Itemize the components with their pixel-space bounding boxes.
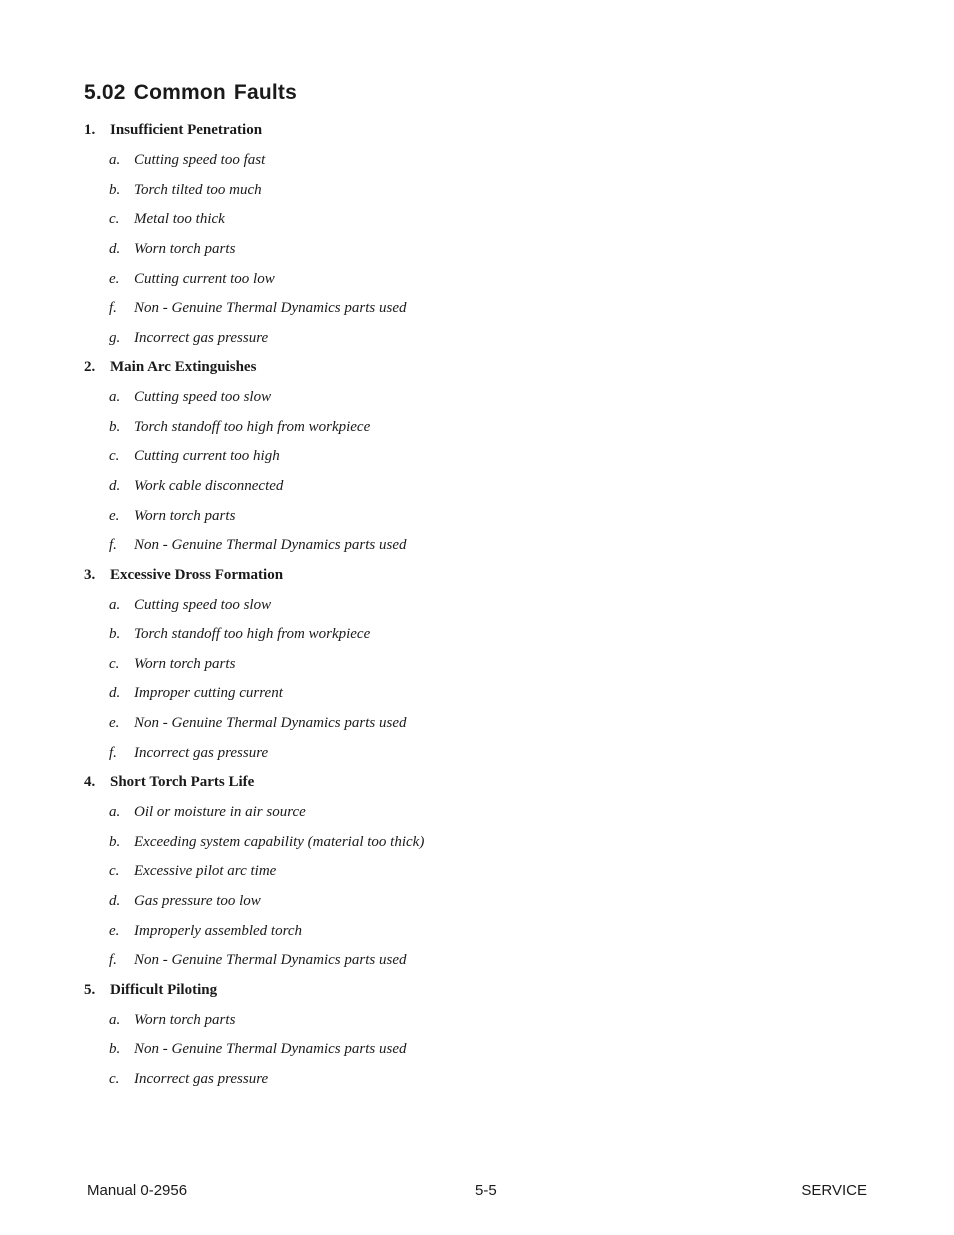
cause-text: Non - Genuine Thermal Dynamics parts used — [134, 1041, 407, 1058]
cause-letter: f. — [109, 300, 117, 317]
cause-item — [84, 916, 784, 946]
cause-item — [84, 798, 784, 828]
cause-letter: a. — [109, 151, 121, 168]
cause-item — [84, 442, 784, 472]
section-heading — [84, 353, 784, 383]
cause-item — [84, 175, 784, 205]
cause-letter: d. — [109, 685, 121, 702]
cause-text: Cutting speed too fast — [134, 151, 266, 168]
section-number: 4. — [84, 774, 96, 791]
cause-letter: a. — [109, 1011, 121, 1028]
cause-item — [84, 146, 784, 176]
footer-page-number: 5-5 — [475, 1182, 497, 1199]
cause-text: Cutting current too low — [134, 270, 275, 287]
cause-item — [84, 1035, 784, 1065]
cause-item — [84, 857, 784, 887]
cause-text: Worn torch parts — [134, 1011, 236, 1028]
cause-letter: d. — [109, 240, 121, 257]
cause-text: Excessive pilot arc time — [134, 863, 277, 880]
cause-text: Incorrect gas pressure — [134, 329, 269, 346]
cause-text: Exceeding system capability (material too thick) — [134, 833, 425, 850]
page-footer — [87, 1182, 867, 1204]
cause-text: Worn torch parts — [134, 655, 236, 672]
cause-letter: f. — [109, 952, 117, 969]
section-number: 1. — [84, 122, 96, 139]
cause-text: Non - Genuine Thermal Dynamics parts used — [134, 537, 407, 554]
cause-text: Cutting current too high — [134, 448, 280, 465]
cause-letter: c. — [109, 448, 120, 465]
cause-letter: f. — [109, 537, 117, 554]
cause-item — [84, 323, 784, 353]
cause-text: Work cable disconnected — [134, 478, 284, 494]
cause-letter: f. — [109, 744, 117, 761]
cause-text: Improperly assembled torch — [134, 922, 303, 939]
cause-text: Non - Genuine Thermal Dynamics parts used — [134, 952, 407, 969]
section-title: Main Arc Extinguishes — [110, 359, 257, 376]
cause-letter: b. — [109, 626, 121, 643]
footer-manual-number: Manual 0-2956 — [87, 1182, 188, 1199]
cause-text: Torch standoff too high from workpiece — [134, 418, 371, 435]
cause-letter: c. — [109, 211, 120, 228]
cause-text: Torch tilted too much — [134, 181, 262, 198]
cause-letter: g. — [109, 329, 121, 346]
cause-item — [84, 650, 784, 680]
cause-item — [84, 294, 784, 324]
section-title: Insufficient Penetration — [110, 122, 263, 139]
fault-section — [84, 976, 784, 1095]
cause-item — [84, 531, 784, 561]
cause-item — [84, 205, 784, 235]
cause-item — [84, 738, 784, 768]
cause-text: Worn torch parts — [134, 240, 236, 257]
cause-item — [84, 709, 784, 739]
cause-letter: e. — [109, 922, 120, 939]
section-heading — [84, 561, 784, 591]
cause-item — [84, 1065, 784, 1095]
cause-text: Gas pressure too low — [134, 892, 261, 909]
section-title: Short Torch Parts Life — [110, 774, 255, 791]
cause-text: Non - Genuine Thermal Dynamics parts used — [134, 715, 407, 732]
section-heading — [84, 116, 784, 146]
cause-letter: a. — [109, 596, 121, 613]
cause-letter: a. — [109, 389, 121, 406]
cause-letter: b. — [109, 1041, 121, 1058]
fault-section — [84, 768, 784, 975]
cause-text: Incorrect gas pressure — [134, 1070, 269, 1087]
cause-item — [84, 620, 784, 650]
cause-text: Oil or moisture in air source — [134, 804, 306, 821]
cause-text: Metal too thick — [134, 211, 225, 228]
cause-text: Worn torch parts — [134, 507, 236, 524]
cause-letter: d. — [109, 892, 121, 909]
fault-section — [84, 116, 784, 353]
cause-item — [84, 412, 784, 442]
cause-letter: b. — [109, 181, 121, 198]
section-number: 2. — [84, 359, 96, 376]
cause-letter: e. — [109, 507, 120, 524]
cause-text: Incorrect gas pressure — [134, 744, 269, 761]
cause-item — [84, 501, 784, 531]
cause-item — [84, 887, 784, 917]
faults-list — [84, 116, 784, 1094]
cause-letter: c. — [109, 655, 120, 672]
section-number: 3. — [84, 566, 96, 583]
cause-item — [84, 1005, 784, 1035]
fault-section — [84, 353, 784, 560]
cause-letter: b. — [109, 833, 121, 850]
cause-letter: a. — [109, 804, 121, 821]
cause-text: Improper cutting current — [134, 685, 283, 702]
section-heading — [84, 768, 784, 798]
cause-text: Torch standoff too high from workpiece — [134, 626, 371, 643]
fault-section — [84, 561, 784, 768]
cause-letter: e. — [109, 270, 120, 287]
cause-letter: d. — [109, 478, 121, 494]
section-title: Difficult Piloting — [110, 981, 218, 998]
section-heading — [84, 976, 784, 1006]
section-title: Excessive Dross Formation — [110, 566, 284, 583]
cause-text: Non - Genuine Thermal Dynamics parts used — [134, 300, 407, 317]
cause-item — [84, 472, 784, 502]
footer-section-name: SERVICE — [801, 1182, 867, 1199]
cause-letter: b. — [109, 418, 121, 435]
page-title: 5.02 Common Faults — [84, 81, 297, 104]
cause-item — [84, 264, 784, 294]
cause-item — [84, 946, 784, 976]
cause-letter: c. — [109, 863, 120, 880]
cause-item — [84, 679, 784, 709]
cause-letter: c. — [109, 1070, 120, 1087]
cause-item — [84, 590, 784, 620]
cause-letter: e. — [109, 715, 120, 732]
cause-item — [84, 235, 784, 265]
cause-text: Cutting speed too slow — [134, 596, 272, 613]
cause-item — [84, 383, 784, 413]
cause-text: Cutting speed too slow — [134, 389, 272, 406]
cause-item — [84, 827, 784, 857]
section-number: 5. — [84, 981, 96, 998]
